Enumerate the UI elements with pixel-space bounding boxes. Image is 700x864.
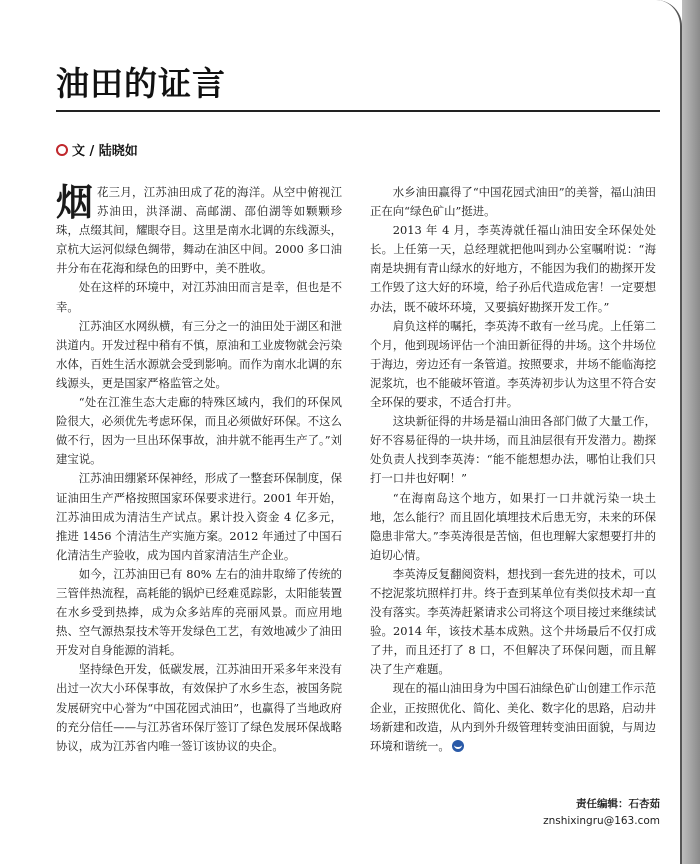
paragraph: 处在这样的环境中，对江苏油田而言是幸，但也是不幸。: [56, 280, 342, 314]
paragraph-last-text: 现在的福山油田身为中国石油绿色矿山创建工作示范企业，正按照优化、简化、美化、数字化的思路，启动井场新建和改造，从内到外升级管理转变油田面貌，与周边环境和谐统一。: [370, 681, 656, 753]
page-edge-shadow: [682, 0, 700, 864]
paragraph-1: [56, 180, 342, 278]
paragraph: 水乡油田赢得了“中国花园式油田”的美誉，福山油田正在向“绿色矿山”挺进。: [370, 185, 656, 219]
article-column-right: [370, 183, 656, 756]
byline-text: 文 / 陆晓如: [72, 144, 138, 159]
article-title: 油田的证言: [56, 64, 226, 103]
paragraph: “在海南岛这个地方，如果打一口井就污染一块土地，怎么能行？而且固化填埋技术后患无穷，未来的环保隐患非常大。”李英涛很是苦恼，但也理解大家想要打井的迫切心情。: [370, 490, 656, 562]
byline: [56, 140, 138, 159]
paragraph: 肩负这样的嘱托，李英涛不敢有一丝马虎。上任第二个月，他到现场评估一个油田新征得的井场。这个井场位于海边，旁边还有一条管道。按照要求，井场不能临海挖泥浆坑，也不能破坏管道。李英涛初步认为这里不符合安全环保的要求，不适合打井。: [370, 318, 656, 410]
paragraph: 2013 年 4 月，李英涛就任福山油田安全环保处处长。上任第一天，总经理就把他叫到办公室嘱咐说：“海南是块拥有青山绿水的好地方，不能因为我们的勘探开发工作毁了这大好的环境，给子孙后代造成危害！一定要想办法，既不破坏环境，又要搞好勘探开发工作。”: [370, 223, 656, 314]
paragraph: 这块新征得的井场是福山油田各部门做了大量工作，好不容易征得的一块井场，而且油层很有开发潜力。勘探处负责人找到李英涛：“能不能想想办法，哪怕让我们只打一口井也好啊！”: [370, 414, 656, 486]
editor-email: znshixingru@163.com: [543, 815, 660, 827]
article-column-left: [56, 180, 342, 756]
dropcap: 烟: [56, 180, 93, 224]
title-divider: [56, 110, 660, 112]
paragraph: 江苏油田绷紧环保神经，形成了一整套环保制度，保证油田生产严格按照国家环保要求进行。2001 年开始，江苏油田成为清洁生产试点。累计投入资金 4 亿多元，推进 1456 个清洁生产实施方案。2012 年通过了中国石化清洁生产验收，成为国内首家清洁生产企业。: [56, 471, 342, 562]
paragraph: 如今，江苏油田已有 80% 左右的油井取缔了传统的三管伴热流程，高耗能的锅炉已经难觅踪影，太阳能装置在水乡受到热捧，成为众多站库的亮丽风景。而应用地热、空气源热泵技术等开发绿色工艺，有效地减少了油田开发对自身能源的消耗。: [56, 566, 342, 658]
paragraph-last: [370, 679, 656, 755]
paragraph: “处在江淮生态大走廊的特殊区域内，我们的环保风险很大，必须优先考虑环保，而且必须做好环保。不这么做不行，因为一旦出环保事故，油井就不能再生产了。”刘建宝说。: [56, 395, 342, 467]
byline-ring-icon: [56, 144, 68, 156]
editor-name: 责任编辑：石杏茹: [576, 798, 660, 810]
editor-credit: [543, 796, 660, 830]
paragraph: 李英涛反复翻阅资料，想找到一套先进的技术，可以不挖泥浆坑照样打井。终于查到某单位有类似技术却一直没有落实。李英涛赶紧请求公司将这个项目接过来继续试验。2014 年，该技术基本成熟。这个井场最后不仅打成了井，而且还打了 8 口，不但解决了环保问题，而且解决了生产难题。: [370, 566, 656, 677]
paragraph-1-text: 花三月，江苏油田成了花的海洋。从空中俯视江苏油田，洪泽湖、高邮湖、邵伯湖等如颗颗珍珠，点缀其间，耀眼夺目。这里是南水北调的东线源头，京杭大运河似绿色绸带，舞动在油区中间。2000 多口油井分布在花海和绿色的田野中，美不胜收。: [56, 185, 342, 276]
paragraph: 江苏油区水网纵横，有三分之一的油田处于湖区和泄洪道内。开发过程中稍有不慎，原油和工业废物就会污染水体，百姓生活水源就会受到影响。而作为南水北调的东线源头，更是国家严格监管之处。: [56, 318, 342, 390]
end-mark-icon: [452, 740, 464, 752]
paragraph: 坚持绿色开发，低碳发展，江苏油田开采多年来没有出过一次大小环保事故，有效保护了水乡生态，被国务院发展研究中心誉为“中国花园式油田”，也赢得了当地政府的充分信任——与江苏省环保厅签订了绿色发展环保战略协议，成为江苏省内唯一签订该协议的央企。: [56, 662, 342, 753]
